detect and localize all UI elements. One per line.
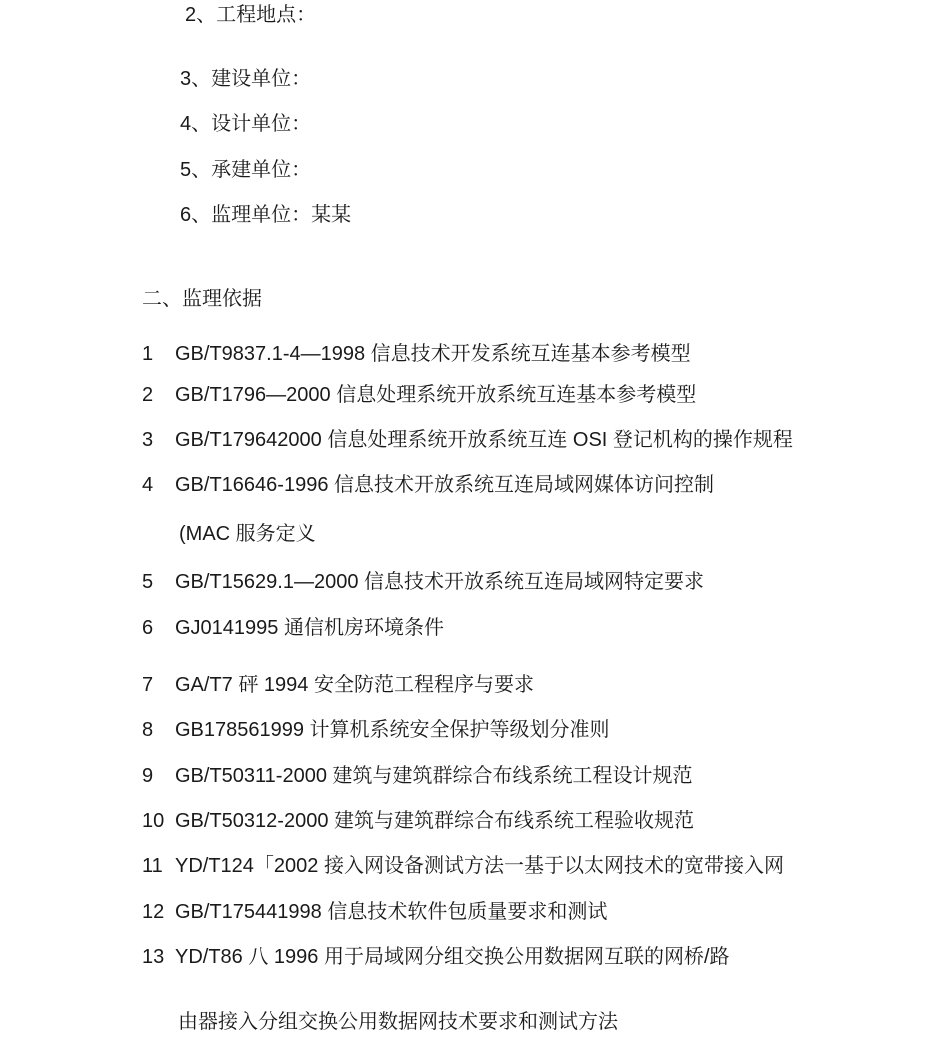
reference-item [142, 853, 784, 879]
reference-item [142, 672, 534, 698]
reference-item [142, 472, 714, 498]
reference-text: YD/T124「2002 接入网设备测试方法一基于以太网技术的宽带接入网 [175, 855, 784, 877]
info-item-num: 5 [180, 159, 192, 181]
reference-item-continuation [178, 1009, 618, 1035]
info-item-label: 工程地点： [216, 4, 317, 26]
reference-text: GB/T179642000 信息处理系统开放系统互连 OSI 登记机构的操作规程 [175, 429, 793, 451]
reference-text: GB/T9837.1-4—1998 信息技术开发系统互连基本参考模型 [175, 343, 691, 365]
reference-text: 由器接入分组交换公用数据网技术要求和测试方法 [178, 1011, 618, 1033]
info-item-sep: 、 [191, 113, 212, 135]
info-item-num: 2 [185, 4, 197, 26]
reference-text: (MAC 服务定义 [179, 523, 316, 545]
info-item-sep: 、 [191, 68, 212, 90]
reference-item [142, 615, 444, 641]
info-item-sep: 、 [196, 4, 217, 26]
reference-item [142, 341, 691, 367]
reference-text: GA/T7 砰 1994 安全防范工程程序与要求 [175, 674, 534, 696]
reference-item [142, 808, 694, 834]
info-item-sep: 、 [191, 204, 212, 226]
info-item-label: 承建单位： [211, 159, 312, 181]
info-item-num: 4 [180, 113, 192, 135]
info-item-contractor [180, 157, 311, 183]
info-item-label: 建设单位： [211, 68, 312, 90]
reference-text: GB178561999 计算机系统安全保护等级划分准则 [175, 719, 610, 741]
reference-num: 9 [142, 765, 154, 787]
reference-item [142, 382, 696, 408]
reference-text: GB/T50312-2000 建筑与建筑群综合布线系统工程验收规范 [175, 810, 694, 832]
info-item-label: 监理单位： [211, 204, 312, 226]
info-item-label: 设计单位： [211, 113, 312, 135]
reference-num: 3 [142, 429, 154, 451]
reference-text: YD/T86 八 1996 用于局域网分组交换公用数据网互联的网桥/路 [175, 946, 730, 968]
info-item-location [185, 2, 316, 28]
reference-item [142, 899, 607, 925]
reference-text: GB/T16646-1996 信息技术开放系统互连局域网媒体访问控制 [175, 474, 714, 496]
info-item-num: 6 [180, 204, 192, 226]
reference-num: 11 [142, 855, 163, 877]
reference-num: 7 [142, 674, 154, 696]
info-item-value: 某某 [311, 204, 352, 226]
reference-item [142, 427, 793, 453]
reference-num: 1 [142, 343, 154, 365]
info-item-num: 3 [180, 68, 192, 90]
reference-text: GB/T1796—2000 信息处理系统开放系统互连基本参考模型 [175, 384, 697, 406]
reference-item [142, 763, 693, 789]
info-item-designer [180, 111, 311, 137]
reference-text: GB/T15629.1—2000 信息技术开放系统互连局域网特定要求 [175, 571, 705, 593]
reference-text: GB/T175441998 信息技术软件包质量要求和测试 [175, 901, 608, 923]
reference-num: 12 [142, 901, 165, 923]
reference-item [142, 717, 610, 743]
reference-text: GJ0141995 通信机房环境条件 [175, 617, 444, 639]
info-item-owner [180, 66, 311, 92]
reference-text: GB/T50311-2000 建筑与建筑群综合布线系统工程设计规范 [175, 765, 693, 787]
reference-num: 13 [142, 946, 165, 968]
reference-num: 2 [142, 384, 154, 406]
reference-num: 4 [142, 474, 154, 496]
reference-num: 6 [142, 617, 154, 639]
reference-num: 8 [142, 719, 154, 741]
info-item-supervisor [180, 202, 351, 228]
section-heading: 二、监理依据 [142, 288, 262, 310]
reference-item-continuation [179, 521, 316, 547]
reference-num: 10 [142, 810, 165, 832]
reference-num: 5 [142, 571, 154, 593]
reference-item [142, 944, 730, 970]
info-item-sep: 、 [191, 159, 212, 181]
reference-item [142, 569, 704, 595]
